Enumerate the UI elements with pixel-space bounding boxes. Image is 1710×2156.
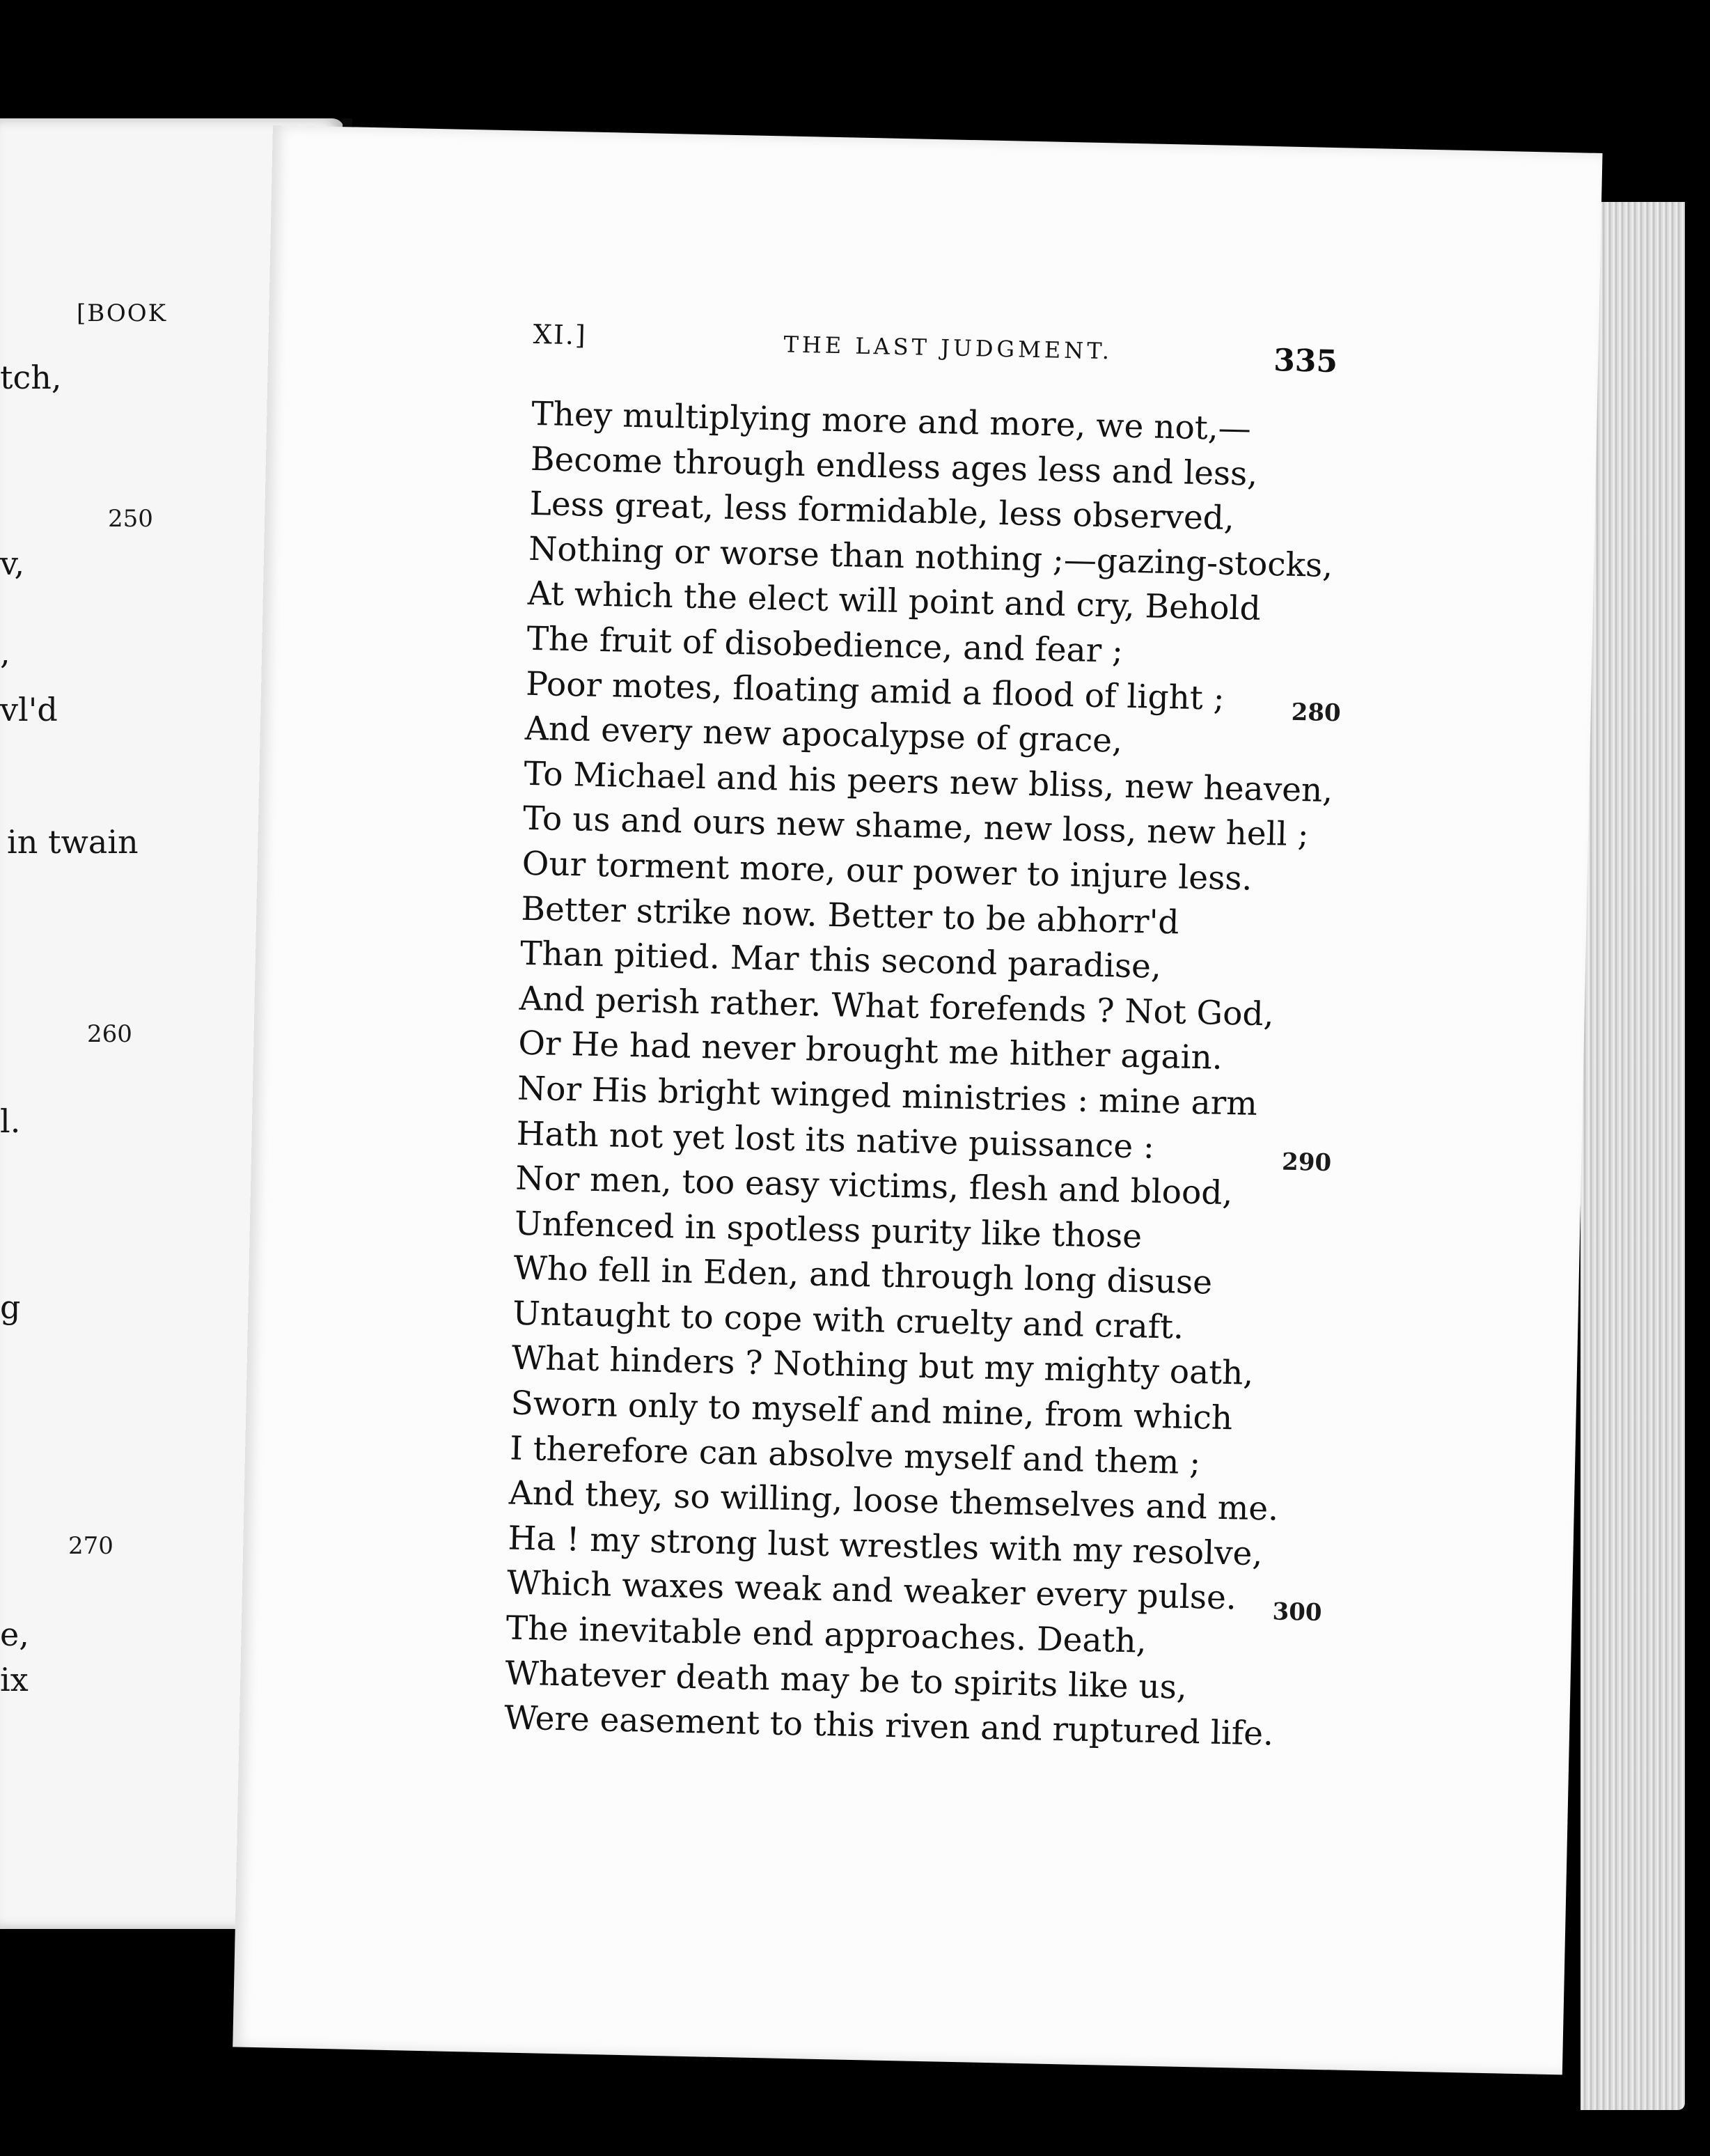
poem-line: Than pitied. Mar this second paradise, [519, 934, 1162, 987]
left-line-fragment: e, [0, 1616, 29, 1653]
poem-line: Whatever death may be to spirits like us, [504, 1654, 1188, 1707]
poem-line: Who fell in Eden, and through long disuse [513, 1249, 1213, 1302]
page-number: 335 [1273, 343, 1338, 380]
poem-line: Untaught to cope with cruelty and craft. [512, 1294, 1184, 1347]
poem-line: Sworn only to myself and mine, from which [510, 1384, 1233, 1438]
poem-line: And perish rather. What forefends ? Not God, [519, 979, 1275, 1034]
poem-line: Become through endless ages less and less, [530, 439, 1258, 494]
left-line-fragment: g [0, 1288, 21, 1326]
poem-line: Less great, less formidable, less observed, [529, 485, 1235, 538]
poem-line: They multiplying more and more, we not,— [531, 394, 1252, 448]
poem-line: Better strike now. Better to be abhorr'd [520, 889, 1180, 942]
left-line-number: 250 [108, 505, 153, 533]
left-line-fragment: in twain [7, 823, 139, 861]
poem-line: At which the elect will point and cry, Behold [527, 575, 1262, 629]
poem-line: To us and ours new shame, new loss, new hell ; [522, 799, 1310, 854]
right-page [233, 125, 1602, 2075]
poem-line: What hinders ? Nothing but my mighty oath, [511, 1339, 1254, 1393]
poem-line: Our torment more, our power to injure less. [521, 844, 1253, 898]
poem-line: Nor His bright winged ministries : mine arm [517, 1069, 1258, 1123]
left-running-head: [BOOK [77, 299, 168, 327]
line-number: 290 [1281, 1148, 1332, 1178]
poem-line: The fruit of disobedience, and fear ; [526, 619, 1124, 671]
left-line-number: 270 [68, 1532, 113, 1560]
poem-line: Poor motes, floating amid a flood of light ; [525, 664, 1225, 718]
poem-line: Hath not yet lost its native puissance : [516, 1114, 1155, 1166]
line-number: 300 [1272, 1598, 1323, 1627]
left-line-fragment: vl'd [0, 691, 58, 728]
poem-line: Which waxes weak and weaker every pulse. [506, 1563, 1237, 1618]
left-line-fragment: l. [0, 1102, 21, 1140]
poem-line: And every new apocalypse of grace, [524, 709, 1123, 760]
page-fore-edges [1580, 202, 1685, 2110]
poem-line: Or He had never brought me hither again. [517, 1024, 1223, 1078]
left-line-fragment: tch, [0, 359, 62, 396]
poem-line: And they, so willing, loose themselves and me. [508, 1474, 1279, 1529]
left-line-fragment: ix [0, 1661, 29, 1698]
left-line-fragment: , [0, 634, 10, 671]
left-line-number: 260 [87, 1020, 132, 1048]
poem-line: Nothing or worse than nothing ;—gazing-stocks, [528, 529, 1333, 585]
poem-line: To Michael and his peers new bliss, new heaven, [524, 754, 1333, 810]
poem-line: Ha ! my strong lust wrestles with my resolve, [508, 1519, 1263, 1574]
poem-line: Were easement to this riven and ruptured life. [503, 1698, 1274, 1753]
poem-line: Nor men, too easy victims, flesh and blood, [515, 1159, 1233, 1213]
line-number: 280 [1291, 698, 1342, 728]
left-line-fragment: v, [0, 545, 25, 582]
running-head-title: THE LAST JUDGMENT. [783, 331, 1113, 365]
poem-line: Unfenced in spotless purity like those [514, 1204, 1143, 1256]
running-head-section: XI.] [533, 318, 588, 351]
poem-line: I therefore can absolve myself and them ; [509, 1429, 1201, 1482]
poem-line: The inevitable end approaches. Death, [505, 1609, 1147, 1661]
